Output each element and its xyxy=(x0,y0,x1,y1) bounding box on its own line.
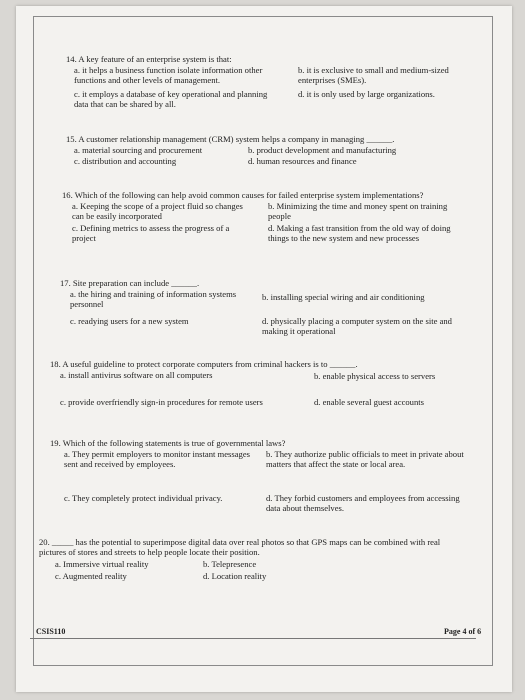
option-c: c. Defining metrics to assess the progress of a project xyxy=(72,223,230,243)
question-stem: 17. Site preparation can include ______. xyxy=(60,278,200,288)
option-b: b. installing special wiring and air conditioning xyxy=(262,292,425,302)
option-a: a. Immersive virtual reality xyxy=(55,559,149,569)
option-d: d. human resources and finance xyxy=(248,156,357,166)
option-b: b. it is exclusive to small and medium-sized enterprises (SMEs). xyxy=(298,65,449,85)
question-stem: 14. A key feature of an enterprise system is that: xyxy=(66,54,232,64)
option-d: d. Making a fast transition from the old way of doing things to the new system and new processes xyxy=(268,223,451,243)
option-b: b. product development and manufacturing xyxy=(248,145,397,155)
option-c: c. distribution and accounting xyxy=(74,156,177,166)
option-c: c. readying users for a new system xyxy=(70,316,189,326)
option-d: d. it is only used by large organizations. xyxy=(298,89,435,99)
exam-page xyxy=(16,6,512,692)
page-number: Page 4 of 6 xyxy=(444,627,482,636)
question-stem: 15. A customer relationship management (CRM) system helps a company in managing ______. xyxy=(66,134,395,144)
option-c: c. it employs a database of key operational and planning data that can be shared by all. xyxy=(74,89,268,109)
option-d: d. Location reality xyxy=(203,571,267,581)
option-c: c. Augmented reality xyxy=(55,571,127,581)
option-b: b. Minimizing the time and money spent on training people xyxy=(268,201,448,221)
option-b: b. They authorize public officials to meet in private about matters that affect the state or local area. xyxy=(266,449,464,469)
question-stem: 20. _____ has the potential to superimpose digital data over real photos so that GPS maps can be combined with real pictures of stores and streets to help people locate their position. xyxy=(39,537,441,557)
option-d: d. They forbid customers and employees from accessing data about themselves. xyxy=(266,493,460,513)
question-stem: 16. Which of the following can help avoid common causes for failed enterprise system implementations? xyxy=(62,190,424,200)
question-stem: 19. Which of the following statements is true of governmental laws? xyxy=(50,438,286,448)
option-c: c. They completely protect individual privacy. xyxy=(64,493,223,503)
option-b: b. enable physical access to servers xyxy=(314,371,436,381)
option-a: a. it helps a business function isolate information other functions and other levels of management. xyxy=(74,65,263,85)
option-b: b. Telepresence xyxy=(203,559,257,569)
option-c: c. provide overfriendly sign-in procedures for remote users xyxy=(60,397,263,407)
option-a: a. material sourcing and procurement xyxy=(74,145,203,155)
option-d: d. physically placing a computer system on the site and making it operational xyxy=(262,316,452,336)
option-a: a. install antivirus software on all computers xyxy=(60,370,213,380)
option-d: d. enable several guest accounts xyxy=(314,397,425,407)
course-code: CSIS110 xyxy=(36,627,66,636)
option-a: a. They permit employers to monitor instant messages sent and received by employees. xyxy=(64,449,251,469)
option-a: a. Keeping the scope of a project fluid so changes can be easily incorporated xyxy=(72,201,243,221)
question-stem: 18. A useful guideline to protect corporate computers from criminal hackers is to ______. xyxy=(50,359,358,369)
footer-divider xyxy=(30,638,476,639)
option-a: a. the hiring and training of information systems personnel xyxy=(70,289,237,309)
